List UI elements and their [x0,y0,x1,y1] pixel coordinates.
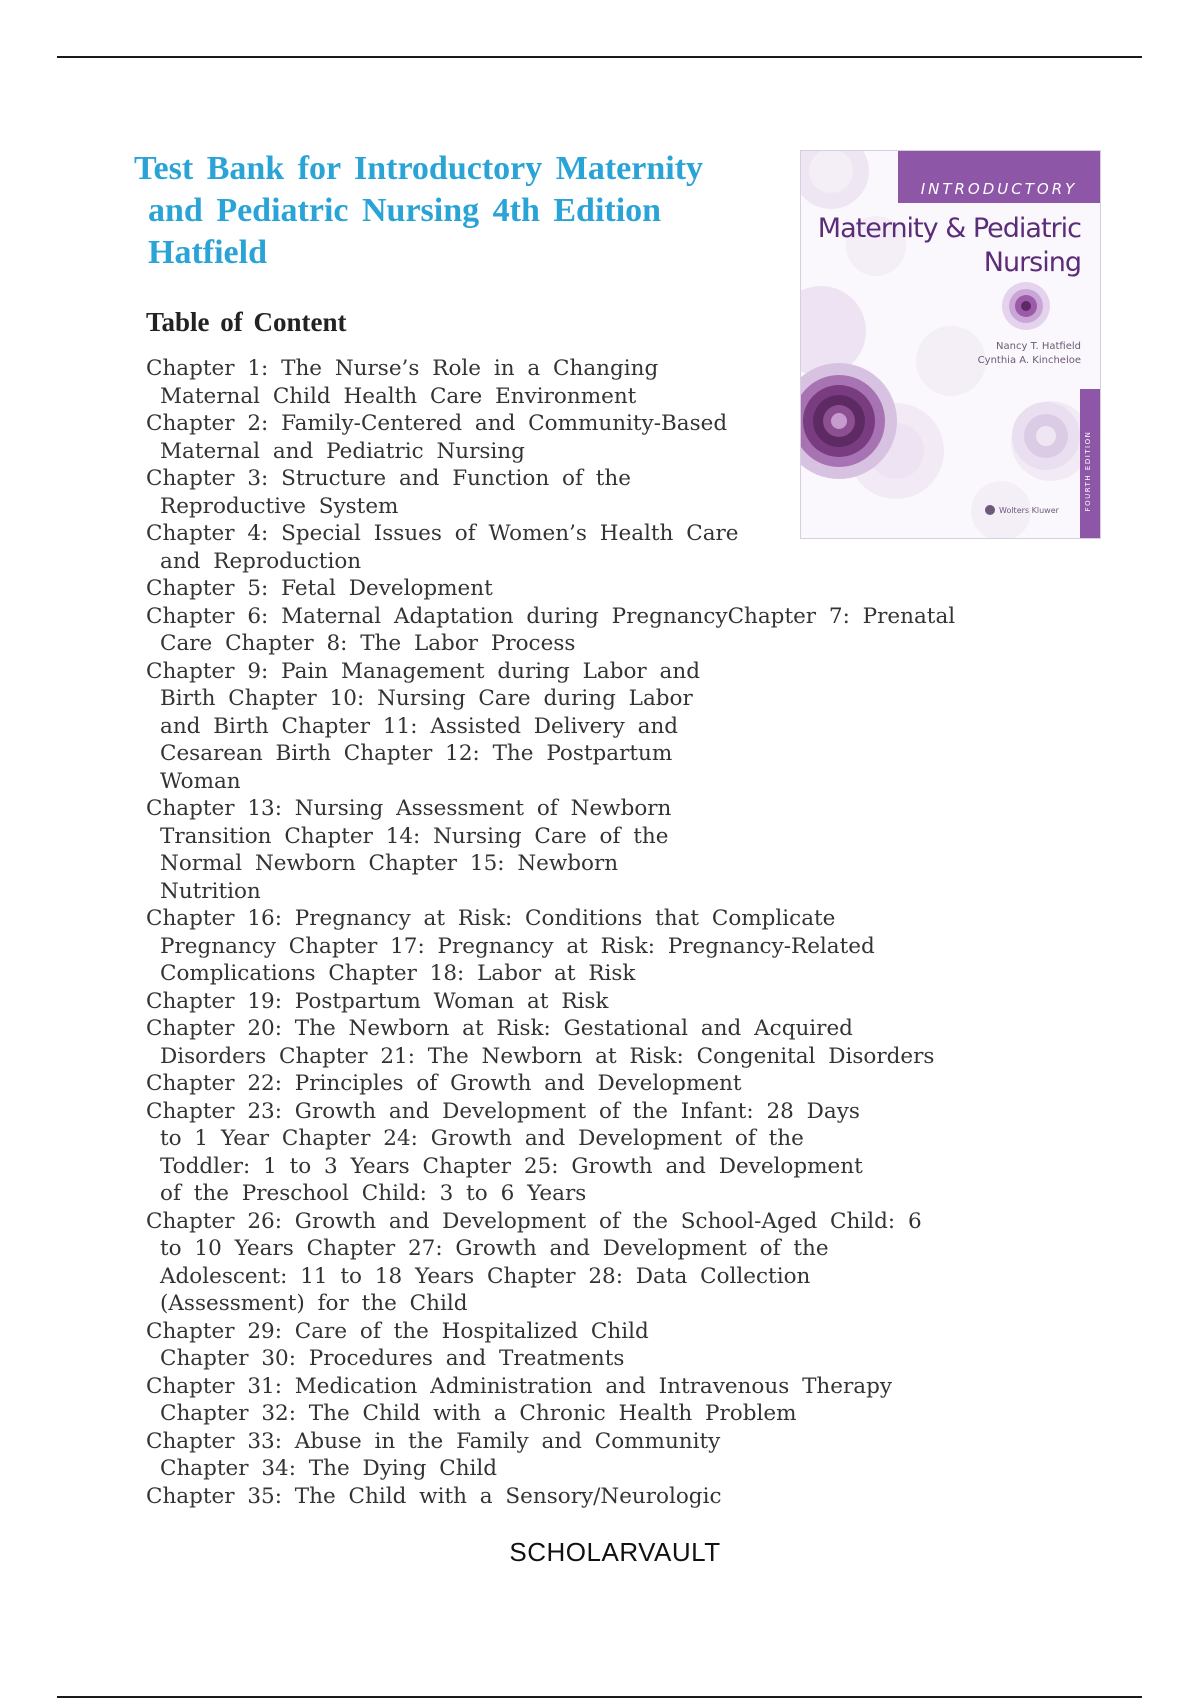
small-flower-icon [1002,282,1050,330]
toc-line: Complications Chapter 18: Labor at Risk [160,961,636,986]
title-line-1: Test Bank for Introductory Maternity [134,150,704,187]
toc-line: Pregnancy Chapter 17: Pregnancy at Risk: Pregnancy-Related [160,933,875,959]
cover-banner-text: INTRODUCTORY [920,180,1078,198]
toc-line: Maternal Child Health Care Environment [160,383,637,409]
toc-line: to 10 Years Chapter 27: Growth and Development of the [160,1236,829,1261]
toc-line: Disorders Chapter 21: The Newborn at Risk: Congenital Disorders [160,1043,935,1069]
toc-line: of the Preschool Child: 3 to 6 Years [160,1181,587,1206]
title-line-2: and Pediatric Nursing 4th Edition [148,192,662,229]
toc-line: Chapter 33: Abuse in the Family and Community [146,1428,721,1454]
toc-line: and Reproduction [160,548,362,574]
toc-line: Chapter 16: Pregnancy at Risk: Conditions that Complicate [146,906,836,931]
toc-line: Woman [160,768,241,794]
toc-line: Cesarean Birth Chapter 12: The Postpartum [160,741,673,766]
toc-line: to 1 Year Chapter 24: Growth and Development of the [160,1126,804,1151]
toc-line: Chapter 19: Postpartum Woman at Risk [146,988,609,1014]
bottom-rule [57,1696,1142,1698]
toc-line: Chapter 3: Structure and Function of the [146,466,631,491]
cover-author-2: Cynthia A. Kincheloe [977,355,1081,366]
toc-line: Chapter 1: The Nurse’s Role in a Changing [146,356,659,381]
book-cover-art [801,151,1100,538]
toc-line: and Birth Chapter 11: Assisted Delivery and [160,713,679,739]
toc-line: Chapter 4: Special Issues of Women’s Health Care [146,521,739,546]
document-title [134,148,754,274]
publisher-logo-icon [985,505,995,515]
toc-line: Care Chapter 8: The Labor Process [160,631,576,656]
toc-line: Chapter 23: Growth and Development of the Infant: 28 Days [146,1098,860,1124]
toc-line: Maternal and Pediatric Nursing [160,438,525,464]
cover-title-line-2: Nursing [983,247,1081,278]
toc-line: Birth Chapter 10: Nursing Care during Labor [160,686,693,711]
toc-line: Nutrition [160,878,261,904]
toc-line: Adolescent: 11 to 18 Years Chapter 28: Data Collection [160,1263,811,1289]
toc-heading: Table of Content [146,307,347,337]
toc-line: Toddler: 1 to 3 Years Chapter 25: Growth and Development [160,1153,863,1179]
toc-line: Chapter 32: The Child with a Chronic Health Problem [160,1401,797,1426]
cover-title-line-1: Maternity & Pediatric [817,213,1081,244]
toc-line: Chapter 29: Care of the Hospitalized Child [146,1318,649,1344]
toc-line: Chapter 22: Principles of Growth and Development [146,1071,742,1096]
top-rule [57,56,1142,58]
cover-author-1: Nancy T. Hatfield [996,341,1081,352]
toc-line: Chapter 6: Maternal Adaptation during PregnancyChapter 7: Prenatal [146,603,956,629]
title-line-3: Hatfield [148,234,267,271]
cover-edition: FOURTH EDITION [1084,430,1092,512]
light-flower-icon [1012,402,1080,470]
toc-line: Chapter 20: The Newborn at Risk: Gestational and Acquired [146,1016,853,1041]
toc-line: Chapter 34: The Dying Child [160,1456,498,1481]
toc-line: Chapter 30: Procedures and Treatments [160,1346,625,1371]
toc-line: Transition Chapter 14: Nursing Care of the [160,823,669,849]
toc-line: Normal Newborn Chapter 15: Newborn [160,851,619,876]
book-cover-image [800,150,1101,539]
toc-line: Chapter 26: Growth and Development of the School-Aged Child: 6 [146,1208,922,1234]
toc-line: Chapter 9: Pain Management during Labor and [146,658,700,684]
toc-line: Chapter 35: The Child with a Sensory/Neurologic [146,1483,722,1509]
toc-line: Chapter 2: Family-Centered and Community-Based [146,411,728,436]
toc-line: Reproductive System [160,493,399,519]
toc-line: Chapter 31: Medication Administration and Intravenous Therapy [146,1373,892,1399]
toc-line: Chapter 13: Nursing Assessment of Newborn [146,796,672,821]
cover-publisher: Wolters Kluwer [999,506,1059,515]
toc-line: (Assessment) for the Child [160,1291,468,1316]
toc-line: Chapter 5: Fetal Development [146,576,493,601]
footer-brand: SCHOLARVAULT [509,1537,721,1567]
